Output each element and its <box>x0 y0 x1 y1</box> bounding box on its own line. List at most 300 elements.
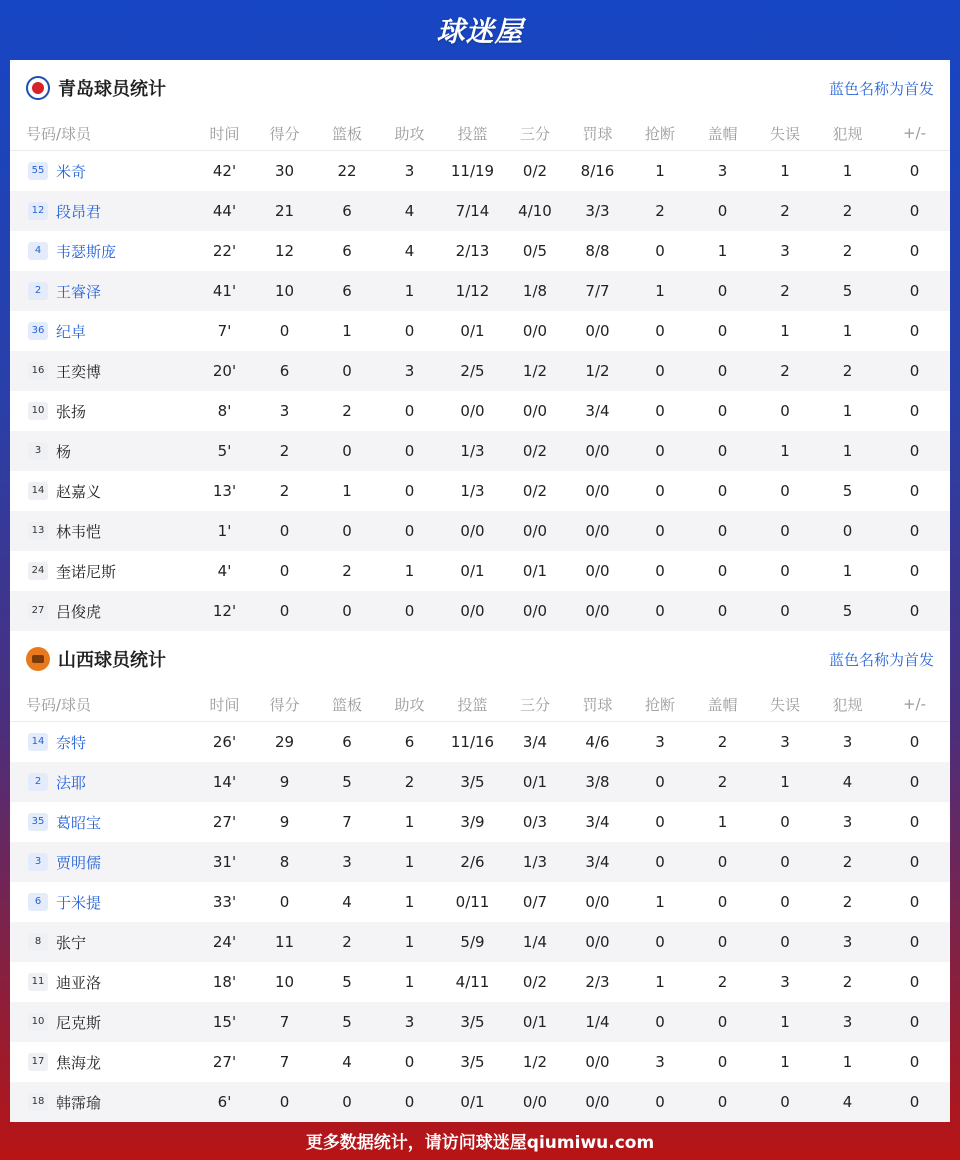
stat-cell: 2/6 <box>441 842 504 882</box>
stat-cell: 2 <box>816 191 879 231</box>
stat-cell: 0/0 <box>585 562 610 580</box>
stat-cell: 22' <box>212 242 237 260</box>
stat-cell: 0 <box>279 322 290 340</box>
stat-cell: 0/11 <box>455 893 490 911</box>
player-cell <box>10 551 196 591</box>
stat-cell: 3 <box>279 402 290 420</box>
table-row <box>10 191 950 231</box>
stat-cell: 0/0 <box>566 431 629 471</box>
stat-cell: 7/7 <box>566 271 629 311</box>
stat-cell: 0 <box>316 591 378 631</box>
stat-cell: 0 <box>909 1053 920 1071</box>
stat-cell: 6 <box>253 351 316 391</box>
stat-cell: 27' <box>212 1053 237 1071</box>
stat-cell: 2 <box>754 191 816 231</box>
stat-cell: 41' <box>196 271 253 311</box>
stat-cell: 0 <box>378 511 441 551</box>
starter-player-name[interactable]: 于米提 <box>56 893 102 912</box>
stat-cell: 11 <box>253 922 316 962</box>
stat-cell: 12 <box>274 242 295 260</box>
stat-cell: 0 <box>754 591 816 631</box>
player-cell <box>10 511 196 551</box>
column-header: 三分 <box>504 116 566 151</box>
stat-cell: 1 <box>754 431 816 471</box>
stat-cell: 0/1 <box>460 322 485 340</box>
stat-cell: 3 <box>316 842 378 882</box>
stat-cell: 5/9 <box>441 922 504 962</box>
stat-cell: 1/4 <box>504 922 566 962</box>
stat-cell: 2 <box>816 351 879 391</box>
stat-cell: 31' <box>196 842 253 882</box>
player-cell <box>10 591 196 631</box>
starter-player-name[interactable]: 米奇 <box>56 162 87 181</box>
stat-cell: 2 <box>842 893 853 911</box>
table-row <box>10 922 950 962</box>
team-section-shanxi <box>10 631 950 1122</box>
stat-cell: 0 <box>691 191 754 231</box>
stat-cell: 2 <box>378 762 441 802</box>
stat-cell: 0 <box>691 271 754 311</box>
stat-cell: 1 <box>404 973 415 991</box>
stat-cell: 15' <box>196 1002 253 1042</box>
stat-cell: 0 <box>909 562 920 580</box>
brand-logo: 球迷屋 <box>436 15 524 48</box>
stat-cell: 0/0 <box>566 511 629 551</box>
stat-cell: 0 <box>717 322 728 340</box>
table-row <box>10 802 950 842</box>
jersey-number-badge: 4 <box>28 242 48 260</box>
player-cell[interactable] <box>10 802 196 842</box>
footer-link[interactable]: 更多数据统计，请访问球迷屋qiumiwu.com <box>305 1132 655 1153</box>
stat-cell: 1/3 <box>441 431 504 471</box>
stat-cell: 42' <box>212 162 237 180</box>
stat-cell: 0 <box>378 1082 441 1122</box>
column-header: 助攻 <box>378 687 441 722</box>
stat-cell: 0 <box>754 1082 816 1122</box>
stat-cell: 0/5 <box>522 242 548 260</box>
stat-cell: 0 <box>879 922 950 962</box>
stat-cell: 0/0 <box>585 482 610 500</box>
player-cell[interactable] <box>10 762 196 802</box>
stat-cell: 0 <box>780 893 790 911</box>
stat-cell: 4 <box>404 242 415 260</box>
stat-cell: 0 <box>909 322 920 340</box>
player-cell[interactable] <box>10 271 196 311</box>
stat-cell: 1 <box>754 1002 816 1042</box>
stat-cell: 3 <box>717 162 728 180</box>
stat-cell: 0 <box>717 482 728 500</box>
column-header: +/- <box>879 687 950 722</box>
stat-cell: 0 <box>279 893 290 911</box>
stat-cell: 7' <box>217 322 232 340</box>
stat-cell: 1/2 <box>522 1053 548 1071</box>
stat-cell: 4/10 <box>504 191 566 231</box>
stat-cell: 1 <box>780 1053 790 1071</box>
stat-cell: 1/3 <box>460 482 485 500</box>
stat-cell: 5' <box>196 431 253 471</box>
stat-cell: 1 <box>780 162 790 180</box>
stat-cell: 0/0 <box>441 511 504 551</box>
stat-cell: 0 <box>879 762 950 802</box>
stat-cell: 9 <box>253 762 316 802</box>
stat-cell: 0 <box>691 591 754 631</box>
stat-cell: 0/1 <box>522 562 548 580</box>
column-header: 罚球 <box>566 687 629 722</box>
stat-cell: 3 <box>842 733 853 751</box>
stat-cell: 1/3 <box>504 842 566 882</box>
stat-cell: 1 <box>842 562 853 580</box>
stat-cell: 1 <box>655 893 665 911</box>
stat-cell: 1 <box>378 271 441 311</box>
stat-cell: 0/0 <box>585 1053 610 1071</box>
starter-player-name[interactable]: 王睿泽 <box>56 282 102 301</box>
jersey-number-badge: 6 <box>28 893 48 911</box>
stat-cell: 0 <box>316 431 378 471</box>
player-cell <box>10 471 196 511</box>
stat-cell: 3 <box>780 973 790 991</box>
stat-cell: 1 <box>655 162 665 180</box>
starter-legend: 蓝色名称为首发 <box>828 79 934 98</box>
stat-cell: 5 <box>816 271 879 311</box>
stat-cell: 3 <box>780 242 790 260</box>
stat-cell: 0 <box>629 1082 691 1122</box>
stat-cell: 0 <box>629 431 691 471</box>
stat-cell: 3/4 <box>585 813 610 831</box>
player-cell[interactable] <box>10 882 196 922</box>
stat-cell: 0 <box>691 351 754 391</box>
stat-cell: 7 <box>279 1053 290 1071</box>
stat-cell: 2 <box>842 242 853 260</box>
stat-cell: 2 <box>842 973 853 991</box>
stat-cell: 6 <box>342 733 352 751</box>
column-header: 投篮 <box>441 687 504 722</box>
stat-cell: 1 <box>342 322 352 340</box>
stat-cell: 1/8 <box>504 271 566 311</box>
player-stats-table <box>10 687 950 1122</box>
stat-cell: 0 <box>879 351 950 391</box>
stat-cell: 0 <box>691 1082 754 1122</box>
stat-cell: 0/1 <box>460 562 485 580</box>
stat-cell: 1 <box>754 762 816 802</box>
stat-cell: 1 <box>842 322 853 340</box>
stat-cell: 0/0 <box>504 591 566 631</box>
table-row <box>10 882 950 922</box>
stat-cell: 0 <box>717 893 728 911</box>
stat-cell: 3/9 <box>460 813 485 831</box>
stat-cell: 27' <box>212 813 237 831</box>
table-row <box>10 351 950 391</box>
stat-cell: 1' <box>196 511 253 551</box>
player-cell[interactable] <box>10 151 196 192</box>
stat-cell: 2 <box>279 482 290 500</box>
stat-cell: 4 <box>816 762 879 802</box>
stat-cell: 6 <box>404 733 415 751</box>
stat-cell: 1 <box>404 893 415 911</box>
stat-cell: 4 <box>342 1053 352 1071</box>
stats-card <box>10 60 950 1120</box>
starter-player-name[interactable]: 段昂君 <box>56 202 102 221</box>
stat-cell: 0/0 <box>566 922 629 962</box>
stat-cell: 2 <box>316 922 378 962</box>
stat-cell: 1 <box>816 431 879 471</box>
stat-cell: 3/4 <box>522 733 548 751</box>
player-cell <box>10 391 196 431</box>
jersey-number-badge: 3 <box>28 853 48 871</box>
stat-cell: 8' <box>217 402 232 420</box>
stat-cell: 0 <box>629 591 691 631</box>
player-cell[interactable] <box>10 842 196 882</box>
stat-cell: 0 <box>909 973 920 991</box>
table-row <box>10 391 950 431</box>
stat-cell: 9 <box>279 813 290 831</box>
stat-cell: 4/11 <box>455 973 490 991</box>
stat-cell: 0 <box>879 271 950 311</box>
stat-cell: 3 <box>404 162 415 180</box>
stat-cell: 0 <box>780 813 790 831</box>
stat-cell: 0 <box>253 1082 316 1122</box>
stat-cell: 14' <box>196 762 253 802</box>
jersey-number-badge: 2 <box>28 773 48 791</box>
stat-cell: 0 <box>909 402 920 420</box>
stat-cell: 0 <box>717 402 728 420</box>
stat-cell: 0 <box>717 1053 728 1071</box>
stat-cell: 0 <box>879 511 950 551</box>
player-cell <box>10 1042 196 1082</box>
jersey-number-badge: 18 <box>28 1093 48 1111</box>
column-header: 三分 <box>504 687 566 722</box>
stat-cell: 2 <box>754 351 816 391</box>
stat-cell: 0 <box>629 351 691 391</box>
jersey-number-badge: 17 <box>28 1053 48 1071</box>
stat-cell: 8/16 <box>580 162 615 180</box>
stat-cell: 0 <box>879 842 950 882</box>
stat-cell: 1 <box>655 973 665 991</box>
table-row <box>10 591 950 631</box>
stat-cell: 0 <box>655 482 665 500</box>
table-header-row <box>10 687 950 722</box>
table-row <box>10 1082 950 1122</box>
player-name: 赵嘉义 <box>56 482 102 501</box>
stat-cell: 0 <box>629 922 691 962</box>
stat-cell: 4 <box>378 191 441 231</box>
stat-cell: 0 <box>909 162 920 180</box>
stat-cell: 3/5 <box>460 1053 485 1071</box>
player-cell[interactable] <box>10 191 196 231</box>
stat-cell: 0 <box>655 402 665 420</box>
stat-cell: 0/0 <box>504 511 566 551</box>
stat-cell: 5 <box>342 973 352 991</box>
stat-cell: 0 <box>879 431 950 471</box>
starter-player-name[interactable]: 葛昭宝 <box>56 813 102 832</box>
stat-cell: 1/12 <box>441 271 504 311</box>
stat-cell: 0 <box>629 511 691 551</box>
stat-cell: 0 <box>404 322 415 340</box>
stat-cell: 6 <box>316 191 378 231</box>
stat-cell: 3/8 <box>566 762 629 802</box>
jersey-number-badge: 2 <box>28 282 48 300</box>
stat-cell: 0 <box>378 591 441 631</box>
starter-player-name[interactable]: 纪卓 <box>56 322 87 341</box>
player-cell[interactable] <box>10 231 196 271</box>
table-row <box>10 1002 950 1042</box>
stat-cell: 5 <box>316 1002 378 1042</box>
player-name: 张扬 <box>56 402 87 421</box>
player-name: 张宁 <box>56 933 87 952</box>
stat-cell: 1 <box>717 813 728 831</box>
stat-cell: 0 <box>629 1002 691 1042</box>
column-header: +/- <box>879 116 950 151</box>
stat-cell: 33' <box>212 893 237 911</box>
table-row <box>10 1042 950 1082</box>
stat-cell: 0 <box>780 562 790 580</box>
player-name: 迪亚洛 <box>56 973 102 992</box>
stat-cell: 0 <box>378 431 441 471</box>
stat-cell: 13' <box>212 482 237 500</box>
stat-cell: 4/6 <box>585 733 610 751</box>
stat-cell: 3 <box>816 1002 879 1042</box>
player-cell[interactable] <box>10 311 196 351</box>
table-row <box>10 311 950 351</box>
stat-cell: 2 <box>629 191 691 231</box>
shanxi-team-logo-icon <box>26 647 50 671</box>
team-header <box>10 631 950 687</box>
stat-cell: 4' <box>217 562 232 580</box>
team-title: 山西球员统计 <box>58 650 166 671</box>
column-header: 时间 <box>196 116 253 151</box>
stat-cell: 1 <box>378 922 441 962</box>
stat-cell: 8 <box>253 842 316 882</box>
stat-cell: 1 <box>780 322 790 340</box>
stat-cell: 5 <box>316 762 378 802</box>
player-cell[interactable] <box>10 722 196 763</box>
stat-cell: 1 <box>842 162 853 180</box>
jersey-number-badge: 55 <box>28 162 48 180</box>
column-header: 号码/球员 <box>10 116 196 151</box>
qingdao-team-logo-icon <box>26 76 50 100</box>
starter-player-name[interactable]: 贾明儒 <box>56 853 102 872</box>
column-header: 盖帽 <box>691 687 754 722</box>
stat-cell: 0/2 <box>522 162 548 180</box>
stat-cell: 0 <box>717 562 728 580</box>
stat-cell: 0 <box>404 402 415 420</box>
stat-cell: 0 <box>655 322 665 340</box>
stat-cell: 0 <box>629 762 691 802</box>
player-cell <box>10 1082 196 1122</box>
stat-cell: 0 <box>316 1082 378 1122</box>
player-name: 吕俊虎 <box>56 602 102 621</box>
stat-cell: 0 <box>279 562 290 580</box>
stat-cell: 22 <box>337 162 357 180</box>
stat-cell: 0/0 <box>566 1082 629 1122</box>
stat-cell: 11/16 <box>450 733 495 751</box>
stat-cell: 0 <box>253 511 316 551</box>
stat-cell: 44' <box>196 191 253 231</box>
jersey-number-badge: 10 <box>28 402 48 420</box>
stat-cell: 0/1 <box>504 1002 566 1042</box>
stat-cell: 3 <box>378 1002 441 1042</box>
stat-cell: 3 <box>780 733 790 751</box>
jersey-number-badge: 14 <box>28 482 48 500</box>
table-header-row <box>10 116 950 151</box>
stat-cell: 4 <box>816 1082 879 1122</box>
stat-cell: 0/0 <box>585 322 610 340</box>
stat-cell: 0 <box>909 242 920 260</box>
stat-cell: 2 <box>816 842 879 882</box>
stat-cell: 11/19 <box>450 162 495 180</box>
stat-cell: 24' <box>196 922 253 962</box>
jersey-number-badge: 27 <box>28 602 48 620</box>
stat-cell: 0/3 <box>522 813 548 831</box>
stat-cell: 0/1 <box>441 1082 504 1122</box>
stat-cell: 0 <box>780 402 790 420</box>
stat-cell: 2/13 <box>455 242 490 260</box>
stat-cell: 10 <box>253 271 316 311</box>
stat-cell: 0 <box>691 1002 754 1042</box>
column-header: 投篮 <box>441 116 504 151</box>
stat-cell: 0 <box>879 191 950 231</box>
table-row <box>10 962 950 1002</box>
stat-cell: 3 <box>842 813 853 831</box>
starter-player-name[interactable]: 韦瑟斯庞 <box>56 242 117 261</box>
table-row <box>10 431 950 471</box>
stat-cell: 18' <box>212 973 237 991</box>
stat-cell: 1 <box>842 402 853 420</box>
team-section-qingdao <box>10 60 950 631</box>
column-header: 犯规 <box>816 687 879 722</box>
jersey-number-badge: 11 <box>28 973 48 991</box>
stat-cell: 30 <box>274 162 295 180</box>
column-header: 得分 <box>253 687 316 722</box>
stat-cell: 0 <box>655 242 665 260</box>
table-row <box>10 551 950 591</box>
player-name: 韩霈瑜 <box>56 1093 102 1112</box>
stat-cell: 1 <box>842 1053 853 1071</box>
column-header: 号码/球员 <box>10 687 196 722</box>
stat-cell: 1 <box>404 813 415 831</box>
stat-cell: 3 <box>816 922 879 962</box>
jersey-number-badge: 3 <box>28 442 48 460</box>
column-header: 助攻 <box>378 116 441 151</box>
stat-cell: 6 <box>316 271 378 311</box>
starter-player-name[interactable]: 法耶 <box>56 773 87 792</box>
stat-cell: 2 <box>717 973 728 991</box>
player-name: 杨 <box>56 442 72 461</box>
starter-player-name[interactable]: 奈特 <box>56 733 87 752</box>
stat-cell: 5 <box>842 482 853 500</box>
stat-cell: 0/1 <box>504 762 566 802</box>
column-header: 盖帽 <box>691 116 754 151</box>
jersey-number-badge: 12 <box>28 202 48 220</box>
column-header: 失误 <box>754 116 816 151</box>
stat-cell: 0 <box>909 893 920 911</box>
stat-cell: 8/8 <box>585 242 610 260</box>
column-header: 得分 <box>253 116 316 151</box>
stat-cell: 0 <box>404 482 415 500</box>
table-row <box>10 271 950 311</box>
stat-cell: 0 <box>629 842 691 882</box>
player-name: 林韦恺 <box>56 522 102 541</box>
jersey-number-badge: 35 <box>28 813 48 831</box>
stat-cell: 1 <box>717 242 728 260</box>
stat-cell: 1 <box>629 271 691 311</box>
stat-cell: 0 <box>754 842 816 882</box>
stat-cell: 0 <box>879 591 950 631</box>
stat-cell: 0 <box>754 511 816 551</box>
stat-cell: 10 <box>274 973 295 991</box>
jersey-number-badge: 36 <box>28 322 48 340</box>
stat-cell: 0/0 <box>441 591 504 631</box>
table-row <box>10 511 950 551</box>
